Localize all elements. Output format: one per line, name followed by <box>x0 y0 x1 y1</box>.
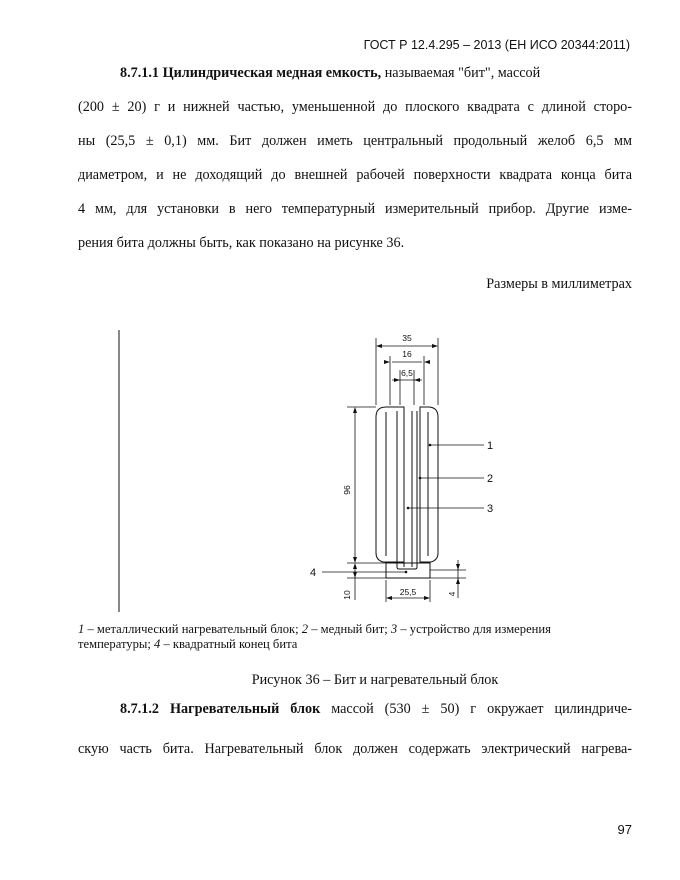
dim-10: 10 <box>342 590 352 600</box>
section-heading: 8.7.1.1 Цилиндрическая медная емкость, <box>120 65 382 81</box>
heating-block-right <box>420 407 438 562</box>
dim-96: 96 <box>342 485 352 495</box>
paragraph-line-6: рения бита должны быть, как показано на рисунке 36. <box>78 235 405 251</box>
paragraph-line-4: диаметром, и не доходящий до внешней рабочей поверхности квадрата конца бита <box>78 167 632 183</box>
callout-4: 4 <box>310 567 317 579</box>
callout-2: 2 <box>487 473 494 485</box>
paragraph-line-5: 4 мм, для установки в него температурный измерительный прибор. Другие изме- <box>78 201 632 217</box>
dim-6-5: 6,5 <box>401 368 413 378</box>
figure-caption: Рисунок 36 – Бит и нагревательный блок <box>251 672 499 688</box>
paragraph-line-2: (200 ± 20) г и нижней частью, уменьшенной до плоского квадрата с длиной сторо- <box>78 99 632 115</box>
copper-bit <box>397 411 417 569</box>
dim-4: 4 <box>447 591 457 597</box>
paragraph-line-3: ны (25,5 ± 0,1) мм. Бит должен иметь центральный продольный желоб 6,5 мм <box>78 133 632 149</box>
legend-line-2: температуры; 4 – квадратный конец бита <box>78 637 298 651</box>
section-8-7-1-2 <box>78 692 632 766</box>
paragraph-line-1: 8.7.1.1 Цилиндрическая медная емкость, называемая "бит", массой <box>120 65 541 81</box>
callout-1: 1 <box>487 440 494 452</box>
square-bit-end <box>386 563 430 578</box>
dim-35: 35 <box>402 333 412 343</box>
paragraph-line-1: 8.7.1.2 Нагревательный блок массой (530 ± 50) г окружает цилиндриче- <box>120 701 632 717</box>
paragraph-line-2: скую часть бита. Нагревательный блок должен содержать электрический нагрева- <box>78 741 632 757</box>
page-number: 97 <box>617 822 632 837</box>
callout-3: 3 <box>487 503 494 515</box>
legend-line-1: 1 – металлический нагревательный блок; 2 – медный бит; 3 – устройство для измерения <box>78 622 551 636</box>
dim-25-5: 25,5 <box>399 587 417 597</box>
dimensions-note: Размеры в миллиметрах <box>486 276 632 292</box>
document-header: ГОСТ Р 12.4.295 – 2013 (ЕН ИСО 20344:2011) <box>363 38 630 52</box>
dim-16: 16 <box>402 349 412 359</box>
section-heading: 8.7.1.2 Нагревательный блок <box>120 701 321 717</box>
heating-block-left <box>376 407 404 562</box>
figure-legend <box>78 622 638 652</box>
